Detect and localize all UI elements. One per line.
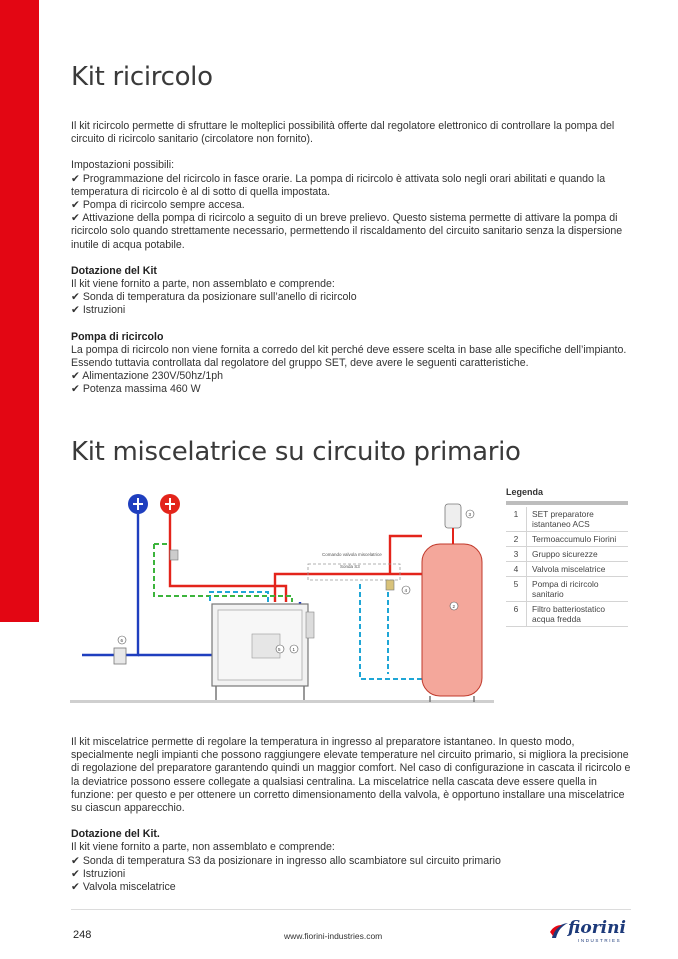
- kit-item: ✔ Sonda di temperatura S3 da posizionare in ingresso allo scambiatore sul circuito primario: [71, 854, 501, 867]
- kit-item: ✔ Valvola miscelatrice: [71, 881, 176, 894]
- pump-item: ✔ Potenza massima 460 W: [71, 383, 201, 396]
- legend-title: Legenda: [506, 487, 544, 497]
- svg-text:3: 3: [468, 512, 472, 517]
- intro-paragraph: Il kit ricircolo permette di sfruttare le molteplici possibilità offerte dal regolatore elettronico di controllare la pompa del circuito di ricircolo sanitario (circolatore non fornito).: [71, 120, 615, 146]
- kit-intro: Il kit viene fornito a parte, non assemblato e comprende:: [71, 841, 335, 854]
- pump-item: ✔ Alimentazione 230V/50hz/1ph: [71, 370, 223, 383]
- kit-heading: Dotazione del Kit.: [71, 828, 160, 841]
- svg-text:5: 5: [278, 647, 281, 652]
- mixing-valve: [386, 580, 410, 594]
- bacteriostatic-filter: [114, 636, 126, 664]
- set-unit: [212, 604, 314, 700]
- logo-subtext: INDUSTRIES: [578, 938, 622, 943]
- svg-text:2: 2: [452, 604, 456, 609]
- section-title-kit-miscelatrice: Kit miscelatrice su circuito primario: [71, 437, 521, 467]
- logo-text: fiorini: [568, 918, 626, 938]
- section-ricircolo-body: [71, 120, 631, 397]
- legend: [506, 487, 628, 627]
- legend-row: 6 Filtro batteriostatico acqua fredda: [506, 602, 628, 627]
- svg-text:6: 6: [120, 638, 124, 643]
- svg-text:1: 1: [292, 647, 296, 652]
- return-pipe: [360, 584, 422, 679]
- legend-row: 5 Pompa di ricircolo sanitario: [506, 577, 628, 602]
- section-title-kit-ricircolo: Kit ricircolo: [71, 62, 213, 92]
- legend-row: 2 Termoaccumulo Fiorini: [506, 532, 628, 547]
- safety-group: [445, 504, 474, 544]
- legend-row: 4 Valvola miscelatrice: [506, 562, 628, 577]
- legend-rule: [506, 501, 628, 505]
- primary-flow-pipe: [390, 536, 422, 574]
- settings-item: ✔ Attivazione della pompa di ricircolo a seguito di un breve prelievo. Questo sistema permette di attivare la pompa di ricircolo solo quando strettamente necessario, permettendo il riscaldamento del circuito sanitario senza la dispersione inutile di acqua potabile.: [71, 212, 623, 251]
- cold-water-pipe: [82, 514, 138, 655]
- settings-item: ✔ Programmazione del ricircolo in fasce orarie. La pompa di ricircolo è attivata solo negli orari abilitati e quando la temperatura di ricircolo è al di sotto di quella impostata.: [71, 172, 606, 198]
- legend-row: 1 SET preparatore istantaneo ACS: [506, 507, 628, 532]
- probe-label: Sonda S3: [340, 564, 360, 569]
- pump-heading: Pompa di ricircolo: [71, 330, 164, 343]
- pump-icon: [170, 550, 178, 560]
- logo-swirl-icon: [548, 920, 570, 942]
- footer-divider: [71, 909, 631, 910]
- settings-item: ✔ Pompa di ricircolo sempre accesa.: [71, 199, 245, 212]
- hot-tap-icon: [160, 494, 180, 514]
- fiorini-logo: [548, 920, 630, 946]
- kit-item: ✔ Istruzioni: [71, 867, 126, 880]
- description-paragraph: Il kit miscelatrice permette di regolare la temperatura in ingresso al preparatore istantaneo. In questo modo, specialmente negli impianti che possono raggiungere elevate temperature nel circuito primario, si migliora la precisione di regolazione del preparatore garantendo quindi un maggior comfort. Nel caso di configurazione in cascata il ricircolo e la deviatrice possono essere collegate a qualsiasi centralina. La miscelatrice nella cascata deve essere quella in funzione: per questo e per ottenere un corretto dimensionamento della valvola, è opportuno installare una miscelatrice su ciascun apparecchio.: [71, 736, 631, 815]
- kit-item: ✔ Istruzioni: [71, 304, 126, 317]
- storage-tank: [422, 544, 482, 702]
- hot-water-pipe: [170, 514, 286, 602]
- legend-row: 3 Gruppo sicurezze: [506, 547, 628, 562]
- pump-text: Essendo tuttavia controllata dal regolatore del gruppo SET, deve avere le seguenti caratteristiche.: [71, 357, 529, 370]
- section-miscelatrice-body: [71, 736, 631, 894]
- kit-intro: Il kit viene fornito a parte, non assemblato e comprende:: [71, 278, 335, 291]
- red-side-bar: [0, 0, 39, 622]
- hydraulic-diagram: [70, 484, 494, 712]
- command-label: Comando valvola miscelatrice: [322, 552, 382, 557]
- cold-tap-icon: [128, 494, 148, 514]
- kit-item: ✔ Sonda di temperatura da posizionare sull’anello di ricircolo: [71, 291, 357, 304]
- footer-url[interactable]: www.fiorini-industries.com: [284, 931, 383, 941]
- pump-text: La pompa di ricircolo non viene fornita a corredo del kit perché deve essere scelta in base alle specifiche dell’impianto.: [71, 343, 627, 356]
- page-number: 248: [73, 929, 92, 941]
- legend-table: [506, 507, 628, 627]
- svg-text:4: 4: [404, 588, 408, 593]
- kit-heading: Dotazione del Kit: [71, 264, 157, 277]
- settings-heading: Impostazioni possibili:: [71, 159, 175, 172]
